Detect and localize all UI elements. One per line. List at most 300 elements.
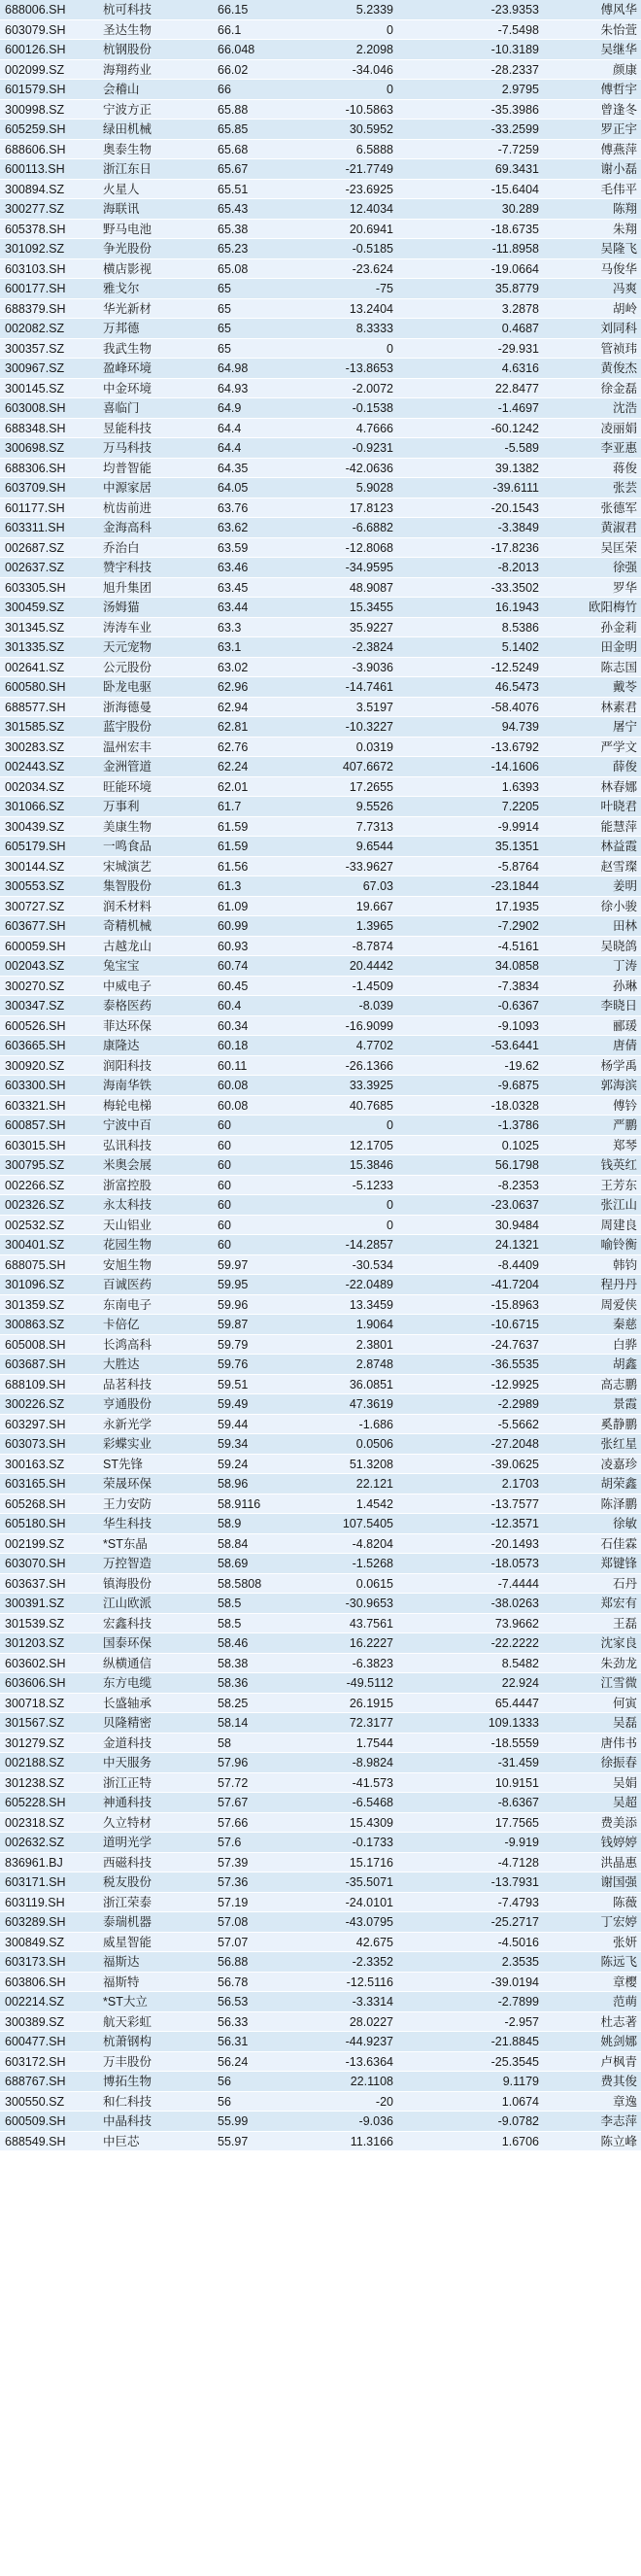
person-name-cell: 马俊华 bbox=[600, 261, 637, 276]
value-1-cell: 57.66 bbox=[218, 1815, 249, 1830]
table-row bbox=[0, 1673, 641, 1694]
value-1-cell: 56.53 bbox=[218, 1995, 249, 2009]
value-1-cell: 56.88 bbox=[218, 1955, 249, 1969]
value-1-cell: 56.33 bbox=[218, 2014, 249, 2029]
value-1-cell: 64.05 bbox=[218, 481, 249, 495]
value-1-cell: 61.3 bbox=[218, 879, 242, 893]
value-2-cell: -44.9237 bbox=[345, 2035, 393, 2048]
value-2-cell: 16.2227 bbox=[349, 1636, 393, 1650]
value-1-cell: 60.93 bbox=[218, 939, 249, 953]
stock-code-cell: 300849.SZ bbox=[5, 1935, 65, 1949]
table-row bbox=[0, 2092, 641, 2112]
table-row bbox=[0, 738, 641, 758]
value-1-cell: 57.08 bbox=[218, 1915, 249, 1929]
table-row bbox=[0, 0, 641, 20]
stock-code-cell: 603311.SH bbox=[5, 521, 65, 534]
stock-name-cell: 乔治白 bbox=[103, 540, 140, 555]
table-row bbox=[0, 299, 641, 320]
stock-name-cell: 天元宠物 bbox=[103, 640, 152, 654]
value-1-cell: 64.9 bbox=[218, 401, 242, 415]
person-name-cell: 王磊 bbox=[612, 1616, 637, 1631]
person-name-cell: 田金明 bbox=[600, 640, 637, 654]
stock-code-cell: 300718.SZ bbox=[5, 1696, 65, 1710]
value-3-cell: 10.9151 bbox=[494, 1775, 539, 1790]
value-3-cell: -0.6367 bbox=[497, 999, 539, 1013]
person-name-cell: 周爱侠 bbox=[600, 1297, 637, 1312]
value-2-cell: -3.9036 bbox=[352, 660, 393, 674]
value-3-cell: -35.3986 bbox=[490, 102, 539, 117]
value-3-cell: -18.0328 bbox=[490, 1098, 539, 1113]
value-3-cell: -60.1242 bbox=[490, 421, 539, 435]
stock-code-cell: 002266.SZ bbox=[5, 1178, 65, 1192]
stock-code-cell: 688577.SH bbox=[5, 700, 66, 714]
stock-name-cell: 长鸿高科 bbox=[103, 1337, 152, 1352]
table-row bbox=[0, 1315, 641, 1335]
table-row bbox=[0, 419, 641, 439]
stock-name-cell: *ST大立 bbox=[103, 1995, 148, 2009]
stock-name-cell: 金洲管道 bbox=[103, 760, 152, 773]
person-name-cell: 江雪微 bbox=[600, 1676, 637, 1690]
table-row bbox=[0, 239, 641, 259]
value-2-cell: 2.3801 bbox=[355, 1337, 393, 1352]
value-1-cell: 60.45 bbox=[218, 979, 249, 993]
stock-code-cell: 300967.SZ bbox=[5, 361, 65, 375]
value-2-cell: 42.675 bbox=[355, 1935, 393, 1949]
value-3-cell: -41.7204 bbox=[490, 1278, 539, 1291]
value-3-cell: 0.4687 bbox=[501, 322, 539, 335]
value-2-cell: 2.2098 bbox=[355, 43, 393, 56]
stock-code-cell: 002632.SZ bbox=[5, 1836, 65, 1849]
person-name-cell: 杜志著 bbox=[600, 2014, 637, 2029]
value-2-cell: -35.5071 bbox=[345, 1875, 393, 1889]
value-1-cell: 60 bbox=[218, 1218, 231, 1232]
stock-code-cell: 603079.SH bbox=[5, 22, 66, 37]
person-name-cell: 钱婷婷 bbox=[600, 1836, 637, 1849]
person-name-cell: 林素君 bbox=[600, 700, 637, 714]
person-name-cell: 胡岭 bbox=[612, 301, 637, 316]
person-name-cell: 毛伟平 bbox=[600, 182, 637, 196]
value-3-cell: -29.931 bbox=[497, 341, 539, 356]
stock-name-cell: 宁波方正 bbox=[103, 102, 152, 117]
stock-code-cell: 603305.SH bbox=[5, 580, 66, 595]
stock-name-cell: 汤姆猫 bbox=[103, 601, 140, 614]
stock-name-cell: 威星智能 bbox=[103, 1935, 152, 1949]
stock-name-cell: 航天彩虹 bbox=[103, 2014, 152, 2029]
stock-name-cell: 杭齿前进 bbox=[103, 500, 152, 515]
stock-name-cell: 公元股份 bbox=[103, 660, 152, 674]
value-1-cell: 57.07 bbox=[218, 1935, 249, 1949]
table-row bbox=[0, 459, 641, 479]
stock-code-cell: 002641.SZ bbox=[5, 660, 65, 674]
value-3-cell: -15.6404 bbox=[490, 182, 539, 196]
stock-code-cell: 603073.SH bbox=[5, 1437, 66, 1451]
stock-code-cell: 603709.SH bbox=[5, 481, 66, 495]
stock-name-cell: 东方电缆 bbox=[103, 1676, 152, 1690]
value-1-cell: 58.5808 bbox=[218, 1576, 262, 1591]
stock-code-cell: 002214.SZ bbox=[5, 1995, 65, 2009]
stock-name-cell: 天山铝业 bbox=[103, 1218, 152, 1232]
person-name-cell: 孙金莉 bbox=[600, 620, 637, 635]
value-2-cell: 0 bbox=[387, 83, 393, 96]
value-1-cell: 62.96 bbox=[218, 680, 249, 694]
stock-code-cell: 002199.SZ bbox=[5, 1536, 65, 1551]
value-1-cell: 60 bbox=[218, 1158, 231, 1172]
table-row bbox=[0, 1654, 641, 1674]
value-1-cell: 65.43 bbox=[218, 202, 249, 216]
stock-code-cell: 300550.SZ bbox=[5, 2094, 65, 2109]
stock-code-cell: 300998.SZ bbox=[5, 102, 65, 117]
value-2-cell: -0.1538 bbox=[352, 401, 393, 415]
person-name-cell: 叶晓君 bbox=[600, 800, 637, 813]
value-2-cell: 6.5888 bbox=[355, 142, 393, 156]
stock-code-cell: 603602.SH bbox=[5, 1656, 66, 1670]
person-name-cell: 姜明 bbox=[612, 879, 637, 893]
table-row bbox=[0, 797, 641, 817]
value-2-cell: -34.9595 bbox=[345, 561, 393, 574]
value-1-cell: 60 bbox=[218, 1198, 231, 1212]
stock-code-cell: 300920.SZ bbox=[5, 1058, 65, 1073]
stock-code-cell: 605179.SH bbox=[5, 840, 66, 853]
person-name-cell: 章逸 bbox=[612, 2094, 637, 2109]
value-2-cell: 0.0615 bbox=[355, 1576, 393, 1591]
stock-name-cell: 大胜达 bbox=[103, 1357, 140, 1371]
stock-code-cell: 605378.SH bbox=[5, 222, 66, 236]
person-name-cell: 谢国强 bbox=[600, 1875, 637, 1889]
value-3-cell: -2.957 bbox=[504, 2014, 539, 2029]
stock-code-cell: 603172.SH bbox=[5, 2054, 66, 2069]
person-name-cell: 唐倩 bbox=[612, 1039, 637, 1052]
value-3-cell: 30.289 bbox=[501, 202, 539, 216]
value-2-cell: -2.0072 bbox=[352, 381, 393, 395]
table-row bbox=[0, 1853, 641, 1873]
table-row bbox=[0, 777, 641, 798]
value-1-cell: 57.96 bbox=[218, 1756, 249, 1769]
value-1-cell: 56.31 bbox=[218, 2035, 249, 2048]
value-2-cell: 0 bbox=[387, 1118, 393, 1132]
person-name-cell: 陈翔 bbox=[612, 202, 637, 216]
value-2-cell: -6.6882 bbox=[352, 521, 393, 534]
value-3-cell: -33.2599 bbox=[490, 122, 539, 136]
value-3-cell: -3.3849 bbox=[497, 521, 539, 534]
value-3-cell: 5.1402 bbox=[501, 640, 539, 654]
value-2-cell: 1.7544 bbox=[355, 1735, 393, 1750]
person-name-cell: 李志萍 bbox=[600, 2114, 637, 2128]
value-2-cell: 33.3925 bbox=[349, 1079, 393, 1092]
stock-name-cell: 浙海德曼 bbox=[103, 700, 152, 714]
value-1-cell: 63.46 bbox=[218, 561, 249, 574]
value-2-cell: -1.5268 bbox=[352, 1557, 393, 1570]
value-2-cell: 47.3619 bbox=[349, 1397, 393, 1411]
stock-name-cell: 均普智能 bbox=[103, 461, 152, 475]
value-2-cell: -16.9099 bbox=[345, 1018, 393, 1033]
value-1-cell: 59.34 bbox=[218, 1437, 249, 1451]
value-2-cell: 43.7561 bbox=[349, 1616, 393, 1631]
person-name-cell: 姚剑娜 bbox=[600, 2035, 637, 2048]
person-name-cell: 严学文 bbox=[600, 739, 637, 754]
value-3-cell: -27.2048 bbox=[490, 1437, 539, 1451]
stock-code-cell: 605268.SH bbox=[5, 1496, 66, 1511]
table-row bbox=[0, 319, 641, 339]
value-3-cell: -24.7637 bbox=[490, 1337, 539, 1352]
value-1-cell: 65.51 bbox=[218, 182, 249, 196]
stock-name-cell: 万邦德 bbox=[103, 322, 140, 335]
value-1-cell: 57.72 bbox=[218, 1775, 249, 1790]
stock-name-cell: 宁波中百 bbox=[103, 1118, 152, 1132]
value-3-cell: -39.0625 bbox=[490, 1457, 539, 1471]
value-2-cell: 20.6941 bbox=[349, 222, 393, 236]
table-row bbox=[0, 518, 641, 538]
person-name-cell: 吴继华 bbox=[600, 43, 637, 56]
stock-code-cell: 301539.SZ bbox=[5, 1616, 65, 1631]
person-name-cell: 徐振春 bbox=[600, 1756, 637, 1769]
value-1-cell: 66.048 bbox=[218, 43, 255, 56]
table-row bbox=[0, 60, 641, 81]
person-name-cell: 陈薇 bbox=[612, 1895, 637, 1909]
value-3-cell: -28.2337 bbox=[490, 62, 539, 77]
stock-name-cell: 兔宝宝 bbox=[103, 959, 140, 973]
value-1-cell: 60.34 bbox=[218, 1018, 249, 1033]
table-row bbox=[0, 478, 641, 498]
table-row bbox=[0, 1952, 641, 1973]
person-name-cell: 陈泽鹏 bbox=[600, 1496, 637, 1511]
table-row bbox=[0, 558, 641, 578]
table-row bbox=[0, 1893, 641, 1913]
value-2-cell: -12.5116 bbox=[346, 1975, 393, 1989]
value-1-cell: 61.59 bbox=[218, 819, 249, 834]
value-2-cell: -2.3352 bbox=[352, 1955, 393, 1969]
stock-code-cell: 600857.SH bbox=[5, 1118, 66, 1132]
table-row bbox=[0, 1694, 641, 1714]
value-3-cell: -18.5559 bbox=[490, 1735, 539, 1750]
stock-name-cell: 海翔药业 bbox=[103, 62, 152, 77]
value-1-cell: 63.02 bbox=[218, 660, 249, 674]
person-name-cell: 钱英红 bbox=[600, 1158, 637, 1172]
person-name-cell: 能慧萍 bbox=[600, 819, 637, 834]
stock-code-cell: 300389.SZ bbox=[5, 2014, 65, 2029]
person-name-cell: 吴隆飞 bbox=[600, 242, 637, 256]
table-row bbox=[0, 1753, 641, 1773]
stock-name-cell: 菲达环保 bbox=[103, 1018, 152, 1033]
stock-name-cell: 我武生物 bbox=[103, 341, 152, 356]
value-3-cell: -19.62 bbox=[504, 1058, 539, 1073]
stock-code-cell: 603165.SH bbox=[5, 1477, 66, 1491]
table-row bbox=[0, 1195, 641, 1216]
value-3-cell: 17.1935 bbox=[494, 899, 539, 913]
value-3-cell: 16.1943 bbox=[494, 601, 539, 614]
value-2-cell: 26.1915 bbox=[349, 1696, 393, 1710]
stock-name-cell: 华生科技 bbox=[103, 1517, 152, 1530]
value-1-cell: 64.35 bbox=[218, 461, 249, 475]
value-1-cell: 59.44 bbox=[218, 1417, 249, 1431]
stock-code-cell: 300357.SZ bbox=[5, 341, 65, 356]
value-2-cell: -5.1233 bbox=[352, 1178, 393, 1192]
table-row bbox=[0, 100, 641, 120]
person-name-cell: 陈志国 bbox=[600, 660, 637, 674]
table-row bbox=[0, 1494, 641, 1515]
stock-code-cell: 002082.SZ bbox=[5, 322, 65, 335]
stock-code-cell: 603008.SH bbox=[5, 401, 66, 415]
stock-name-cell: 卡倍亿 bbox=[103, 1318, 140, 1331]
stock-code-cell: 688109.SH bbox=[5, 1377, 66, 1391]
stock-code-cell: 300226.SZ bbox=[5, 1397, 65, 1411]
stock-code-cell: 600059.SH bbox=[5, 939, 66, 953]
table-row bbox=[0, 80, 641, 100]
stock-code-cell: 600113.SH bbox=[5, 162, 65, 176]
table-row bbox=[0, 897, 641, 917]
stock-name-cell: 海联讯 bbox=[103, 202, 140, 216]
stock-name-cell: 金海高科 bbox=[103, 521, 152, 534]
person-name-cell: 徐小骏 bbox=[600, 899, 637, 913]
value-3-cell: -7.2902 bbox=[497, 919, 539, 933]
stock-code-cell: 605228.SH bbox=[5, 1796, 66, 1809]
value-2-cell: -41.573 bbox=[352, 1775, 393, 1790]
value-1-cell: 57.19 bbox=[218, 1895, 249, 1909]
stock-code-cell: 603637.SH bbox=[5, 1576, 66, 1591]
person-name-cell: 李亚惠 bbox=[600, 441, 637, 455]
person-name-cell: 郑琴 bbox=[612, 1138, 637, 1152]
value-2-cell: -2.3824 bbox=[352, 640, 393, 654]
table-row bbox=[0, 876, 641, 897]
value-2-cell: -6.3823 bbox=[352, 1656, 393, 1670]
value-3-cell: -33.3502 bbox=[490, 580, 539, 595]
stock-code-cell: 301359.SZ bbox=[5, 1297, 65, 1312]
stock-name-cell: 宋城演艺 bbox=[103, 859, 152, 874]
value-1-cell: 65 bbox=[218, 282, 231, 295]
value-2-cell: -49.5112 bbox=[346, 1676, 393, 1690]
value-3-cell: 8.5482 bbox=[501, 1656, 539, 1670]
stock-code-cell: 300277.SZ bbox=[5, 202, 65, 216]
person-name-cell: 林益霞 bbox=[600, 840, 637, 853]
value-1-cell: 66.1 bbox=[218, 22, 242, 37]
stock-code-cell: 300439.SZ bbox=[5, 819, 65, 834]
person-name-cell: 朱怡萱 bbox=[600, 22, 637, 37]
value-1-cell: 59.79 bbox=[218, 1337, 249, 1352]
stock-name-cell: 米奥会展 bbox=[103, 1158, 152, 1172]
value-3-cell: -23.9353 bbox=[490, 3, 539, 17]
table-row bbox=[0, 817, 641, 838]
value-3-cell: 22.8477 bbox=[494, 381, 539, 395]
person-name-cell: 何寅 bbox=[612, 1696, 637, 1710]
person-name-cell: 费美添 bbox=[600, 1815, 637, 1830]
stock-code-cell: 603806.SH bbox=[5, 1975, 66, 1989]
stock-name-cell: 野马电池 bbox=[103, 222, 152, 236]
stock-code-cell: 300401.SZ bbox=[5, 1238, 65, 1252]
person-name-cell: 卢枫青 bbox=[600, 2054, 637, 2069]
table-row bbox=[0, 637, 641, 658]
stock-name-cell: 旭升集团 bbox=[103, 580, 152, 595]
table-row bbox=[0, 1335, 641, 1356]
person-name-cell: 谢小磊 bbox=[600, 162, 637, 176]
person-name-cell: 喻铃衡 bbox=[600, 1238, 637, 1252]
value-3-cell: -25.3545 bbox=[490, 2054, 539, 2069]
table-row bbox=[0, 1474, 641, 1494]
value-2-cell: -26.1366 bbox=[345, 1058, 393, 1073]
stock-code-cell: 600526.SH bbox=[5, 1018, 66, 1033]
value-1-cell: 55.99 bbox=[218, 2114, 249, 2128]
stock-name-cell: 永太科技 bbox=[103, 1198, 152, 1212]
stock-code-cell: 300894.SZ bbox=[5, 182, 65, 196]
value-2-cell: 8.3333 bbox=[355, 322, 393, 335]
value-2-cell: 3.5197 bbox=[355, 700, 393, 714]
table-row bbox=[0, 2132, 641, 2152]
value-1-cell: 63.44 bbox=[218, 601, 249, 614]
value-2-cell: 36.0851 bbox=[349, 1377, 393, 1391]
value-2-cell: -0.5185 bbox=[352, 242, 393, 256]
stock-name-cell: 泰格医药 bbox=[103, 999, 152, 1013]
person-name-cell: 吴娟 bbox=[612, 1775, 637, 1790]
value-1-cell: 64.98 bbox=[218, 361, 249, 375]
table-row bbox=[0, 40, 641, 60]
value-3-cell: 0.1025 bbox=[501, 1138, 539, 1152]
stock-name-cell: 横店影视 bbox=[103, 261, 152, 276]
stock-name-cell: 争光股份 bbox=[103, 242, 152, 256]
stock-code-cell: 605008.SH bbox=[5, 1337, 66, 1352]
value-2-cell: 1.9064 bbox=[355, 1318, 393, 1331]
stock-name-cell: 西磁科技 bbox=[103, 1855, 152, 1870]
stock-name-cell: 安旭生物 bbox=[103, 1257, 152, 1272]
value-2-cell: 30.5952 bbox=[349, 122, 393, 136]
value-2-cell: 35.9227 bbox=[349, 620, 393, 635]
value-3-cell: 17.7565 bbox=[494, 1815, 539, 1830]
table-row bbox=[0, 1255, 641, 1276]
person-name-cell: 蒋俊 bbox=[612, 461, 637, 475]
table-row bbox=[0, 1434, 641, 1455]
value-2-cell: 0 bbox=[387, 341, 393, 356]
value-3-cell: -20.1493 bbox=[490, 1536, 539, 1551]
value-1-cell: 65.67 bbox=[218, 162, 249, 176]
value-3-cell: -1.4697 bbox=[497, 401, 539, 415]
stock-name-cell: 润禾材料 bbox=[103, 899, 152, 913]
value-2-cell: 22.121 bbox=[355, 1477, 393, 1491]
stock-name-cell: 博拓生物 bbox=[103, 2075, 152, 2088]
person-name-cell: 石佳霖 bbox=[600, 1536, 637, 1551]
value-2-cell: -8.9824 bbox=[352, 1756, 393, 1769]
value-3-cell: -7.3834 bbox=[497, 979, 539, 993]
value-3-cell: -17.8236 bbox=[490, 540, 539, 555]
value-2-cell: -0.9231 bbox=[352, 441, 393, 455]
table-row bbox=[0, 578, 641, 599]
person-name-cell: 刘同科 bbox=[600, 322, 637, 335]
person-name-cell: 田林 bbox=[612, 919, 637, 933]
stock-name-cell: 绿田机械 bbox=[103, 122, 152, 136]
stock-name-cell: 杭可科技 bbox=[103, 3, 152, 17]
person-name-cell: 颜康 bbox=[612, 62, 637, 77]
table-row bbox=[0, 1973, 641, 1993]
value-1-cell: 65.23 bbox=[218, 242, 249, 256]
value-2-cell: -22.0489 bbox=[345, 1278, 393, 1291]
value-1-cell: 58.69 bbox=[218, 1557, 249, 1570]
person-name-cell: 欧阳梅竹 bbox=[588, 601, 637, 614]
person-name-cell: 沈家良 bbox=[600, 1636, 637, 1650]
value-1-cell: 55.97 bbox=[218, 2134, 249, 2148]
person-name-cell: 黄淑君 bbox=[600, 521, 637, 534]
table-row bbox=[0, 1155, 641, 1176]
value-1-cell: 65.88 bbox=[218, 102, 249, 117]
value-2-cell: -20 bbox=[375, 2094, 393, 2109]
person-name-cell: 管祯玮 bbox=[600, 341, 637, 356]
stock-name-cell: 税友股份 bbox=[103, 1875, 152, 1889]
person-name-cell: 陈远飞 bbox=[600, 1955, 637, 1969]
value-1-cell: 60 bbox=[218, 1178, 231, 1192]
person-name-cell: 张芸 bbox=[612, 481, 637, 495]
value-1-cell: 59.87 bbox=[218, 1318, 249, 1331]
value-1-cell: 60.08 bbox=[218, 1079, 249, 1092]
stock-code-cell: 301335.SZ bbox=[5, 640, 65, 654]
stock-code-cell: 300145.SZ bbox=[5, 381, 65, 395]
table-row bbox=[0, 1734, 641, 1754]
person-name-cell: 赵雪璨 bbox=[600, 859, 637, 874]
value-3-cell: -4.5016 bbox=[497, 1935, 539, 1949]
